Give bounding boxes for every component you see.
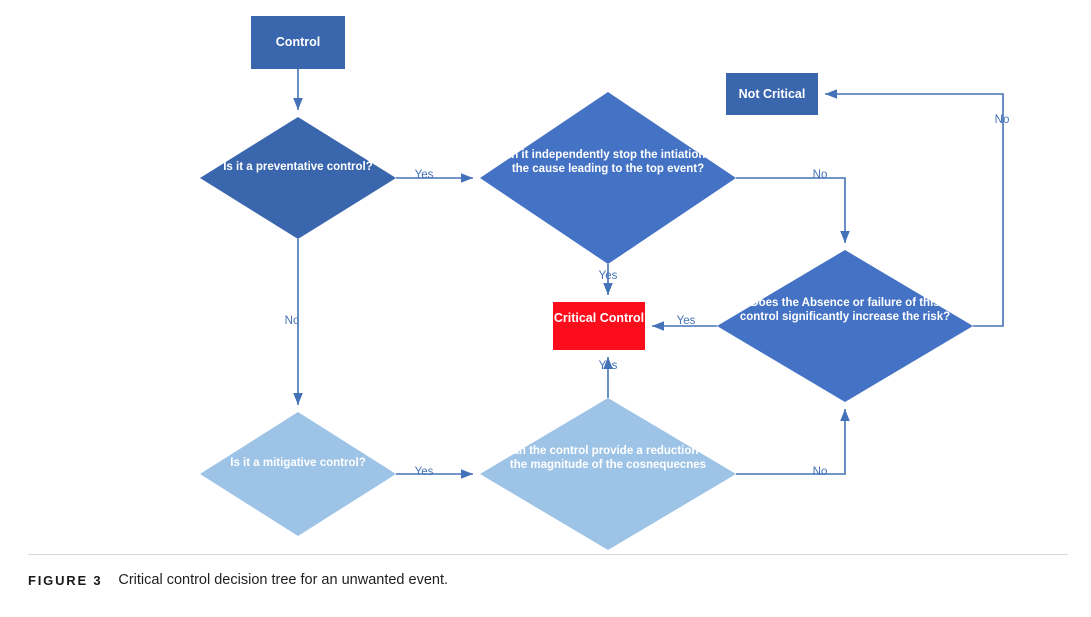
edge-label-stop-no: No (812, 169, 828, 181)
node-does-the-absence-or-failure (717, 250, 973, 402)
node-critical-control (553, 302, 645, 350)
edge-label-reduction-yes: Yes (598, 360, 618, 372)
edge-label-absence-yes: Yes (676, 315, 696, 327)
label-not-critical: Not Critical (738, 87, 806, 101)
figure-number: FIGURE 3 (28, 572, 103, 588)
edge-label-reduction-no: No (812, 466, 828, 478)
edge-label-stop-yes: Yes (598, 270, 618, 282)
node-control (251, 16, 345, 69)
node-can-the-control-provide-reduction (480, 398, 736, 550)
caption-divider (28, 554, 1068, 555)
label-control: Control (275, 35, 321, 49)
label-is-it-a-preventative-control: Is it a preventative control? (223, 161, 373, 173)
edge-stop-no (736, 178, 845, 243)
edge-label-mitigative-yes: Yes (414, 466, 434, 478)
label-does-the-absence-or-failure: Does the Absence or failure of this control significantly increase the risk? (739, 297, 951, 324)
figure-caption (28, 560, 1068, 600)
node-not-critical (726, 73, 818, 115)
label-is-it-a-mitigative-control: Is it a mitigative control? (230, 457, 366, 469)
edge-label-preventative-yes: Yes (414, 169, 434, 181)
label-can-the-control-provide-reduction: Can the control provide a reduction in the magnitude of the cosnequecnes (504, 445, 712, 472)
edge-label-absence-no: No (994, 114, 1010, 126)
node-is-it-a-mitigative-control (200, 412, 396, 536)
node-is-it-a-preventative-control (200, 117, 396, 239)
label-can-it-independently-stop: Can it independently stop the intiation of the cause leading to the top event? (496, 149, 720, 176)
edge-label-preventative-no: No (284, 315, 300, 327)
figure-caption-text: Critical control decision tree for an unwanted event. (118, 572, 449, 588)
edge-reduction-no (736, 409, 845, 474)
label-critical-control: Critical Control (553, 311, 645, 325)
node-can-it-independently-stop (480, 92, 736, 264)
